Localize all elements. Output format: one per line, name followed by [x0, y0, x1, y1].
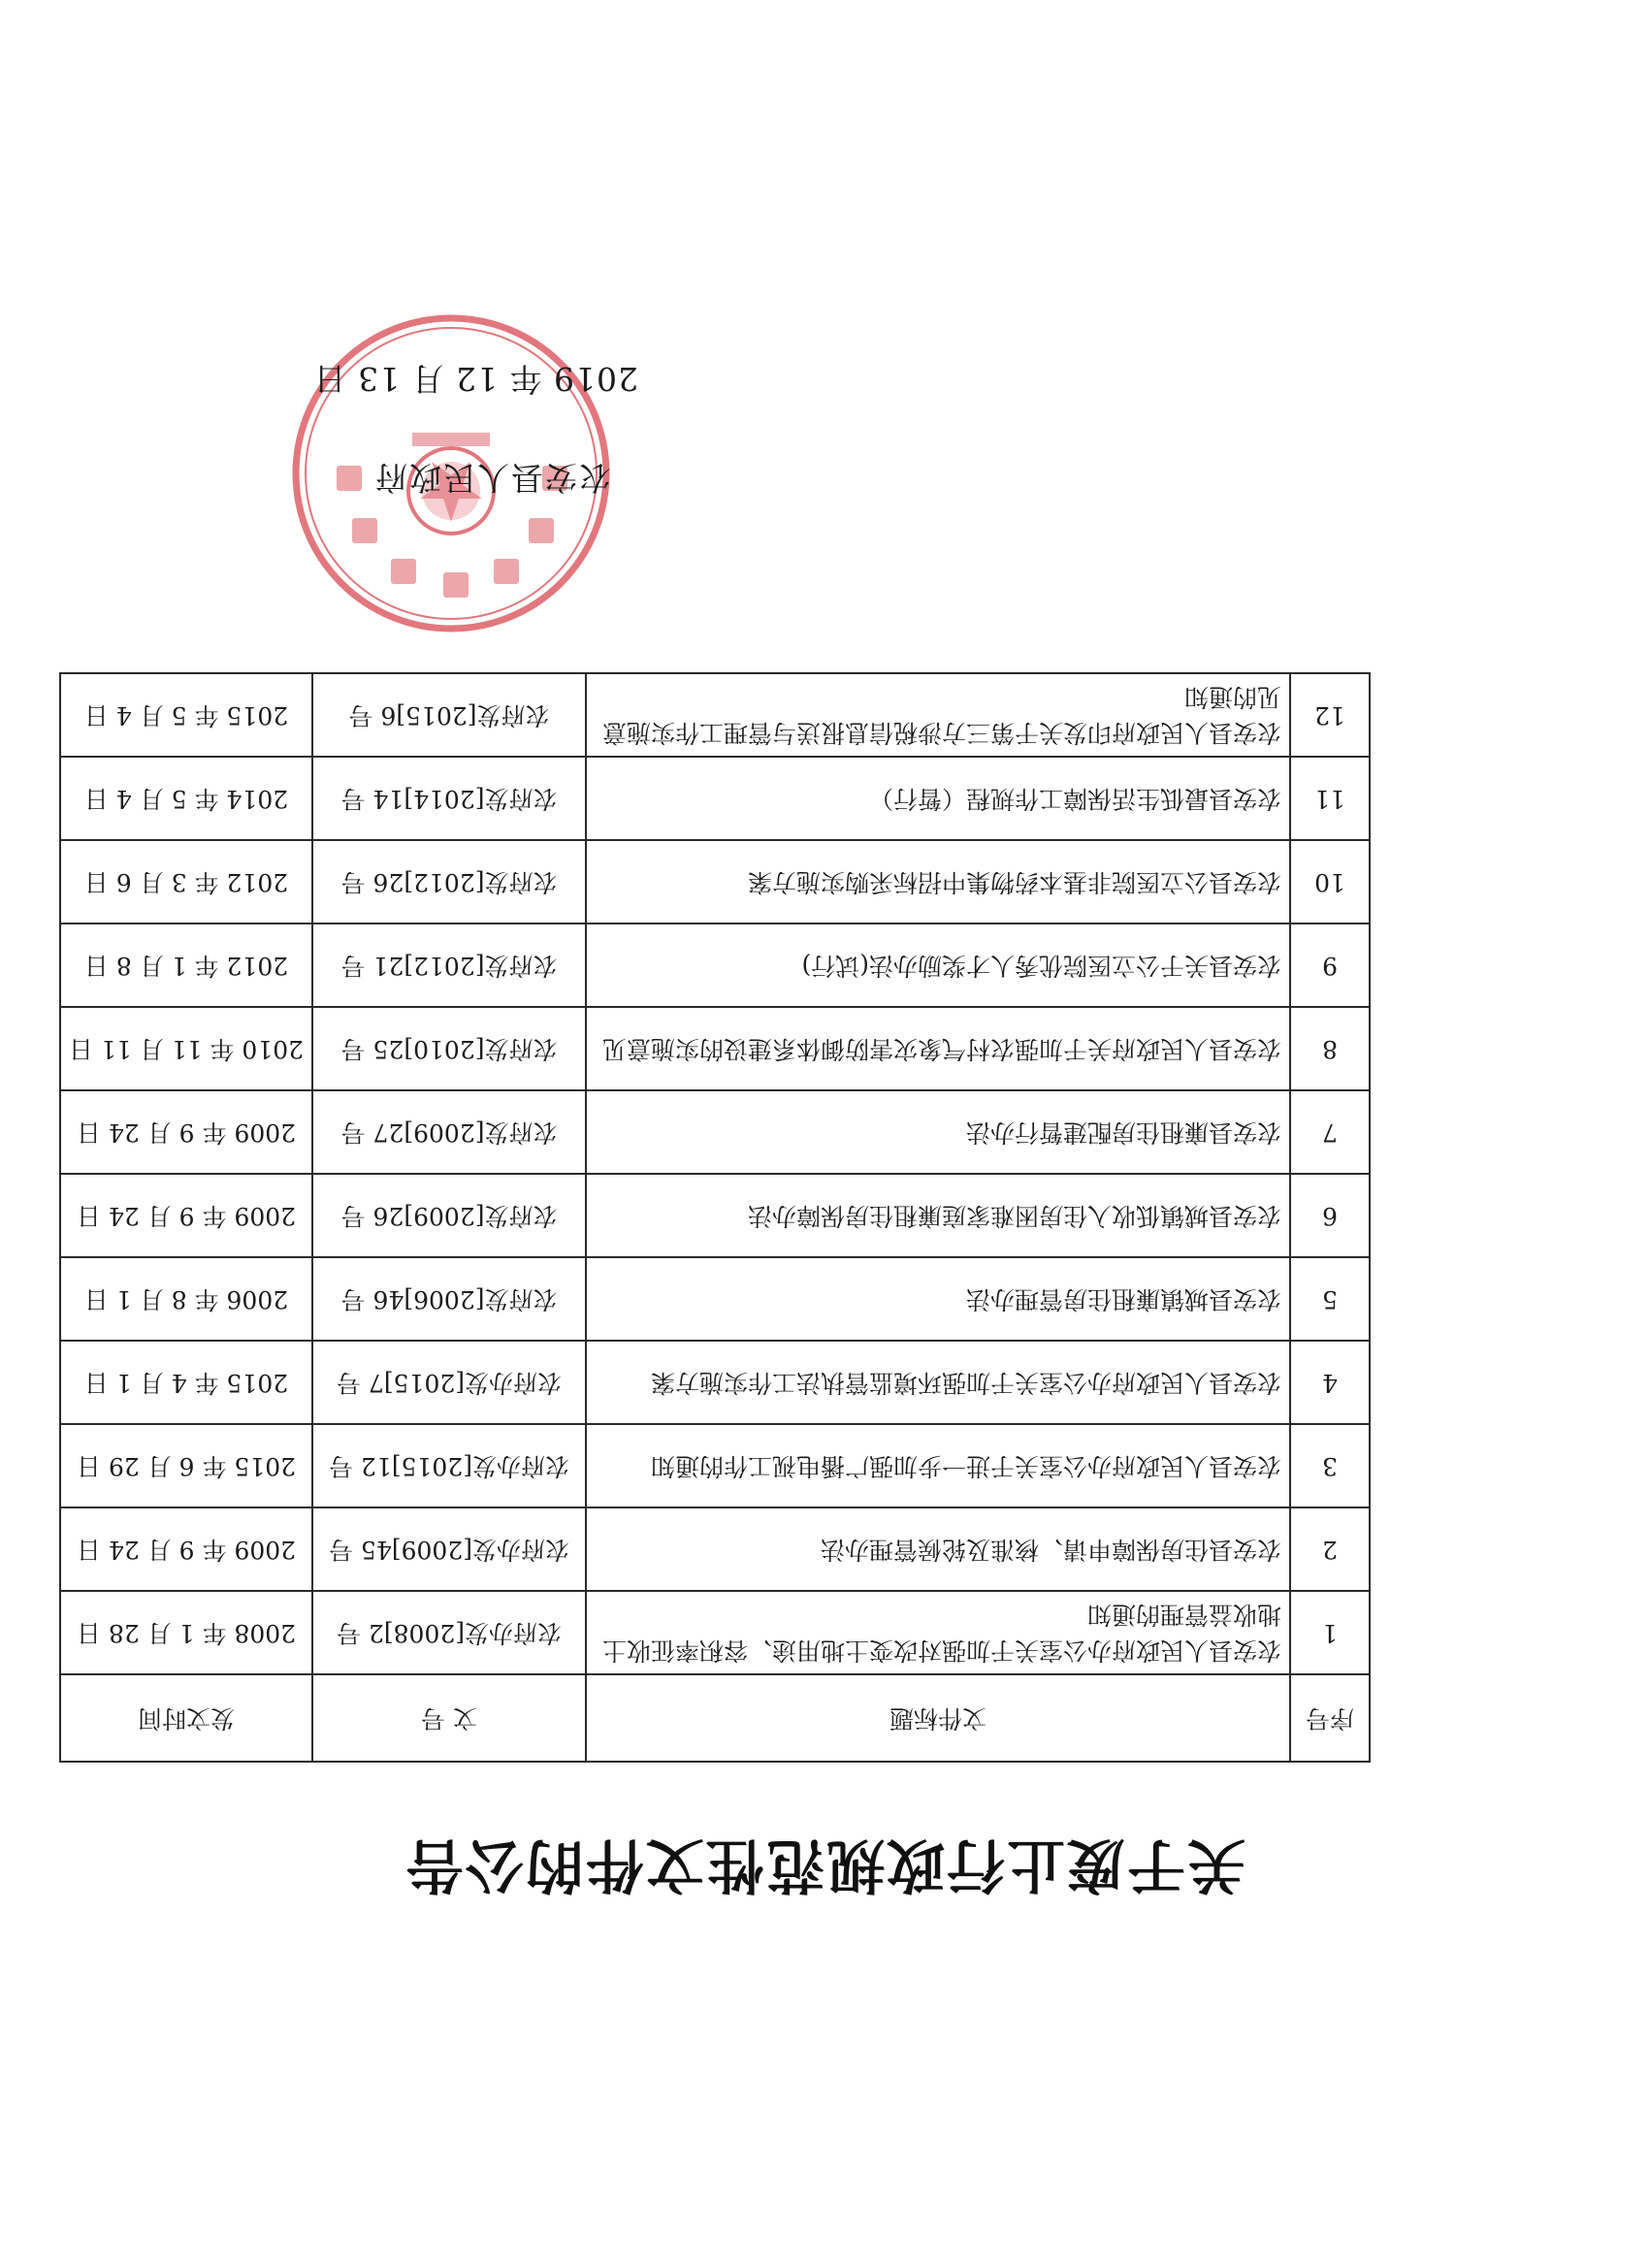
row-issue-date: 2010 年 11 月 11 日 — [60, 1007, 312, 1090]
table-row — [60, 1007, 1370, 1090]
row-document-title: 农安县人民政府办公室关于进一步加强广播电视工作的通知 — [586, 1424, 1290, 1507]
row-serial-number: 10 — [1290, 840, 1370, 923]
row-serial-number: 7 — [1290, 1090, 1370, 1174]
table-row — [60, 673, 1370, 757]
table-row — [60, 757, 1370, 840]
table-row — [60, 1090, 1370, 1174]
row-issue-date: 2009 年 9 月 24 日 — [60, 1174, 312, 1257]
row-document-title: 农安县廉租住房配建暂行办法 — [586, 1090, 1290, 1174]
document-title: 关于废止行政规范性文件的公告 — [404, 1831, 1245, 1898]
row-document-number: 农府发[2012]26 号 — [312, 840, 586, 923]
row-serial-number: 12 — [1290, 673, 1370, 757]
repealed-documents-table — [59, 672, 1371, 1763]
row-document-title: 农安县人民政府办公室关于加强环境监管执法工作实施方案 — [586, 1341, 1290, 1424]
row-issue-date: 2012 年 3 月 6 日 — [60, 840, 312, 923]
header-serial-number: 序号 — [1290, 1674, 1370, 1762]
row-serial-number: 8 — [1290, 1007, 1370, 1090]
table-row — [60, 923, 1370, 1007]
table-row — [60, 1174, 1370, 1257]
row-document-title: 农安县人民政府印发关于第三方涉税信息报送与管理工作实施意见的通知 — [586, 673, 1290, 757]
issue-date: 2019 年 12 月 13 日 — [312, 360, 638, 398]
row-issue-date: 2014 年 5 月 4 日 — [60, 757, 312, 840]
row-document-number: 农府发[2014]14 号 — [312, 757, 586, 840]
header-document-title: 文件标题 — [586, 1674, 1290, 1762]
row-document-number: 农府发[2010]25 号 — [312, 1007, 586, 1090]
row-document-number: 农府发[2006]46 号 — [312, 1257, 586, 1341]
row-document-title: 农安县人民政府关于加强农村气象灾害防御体系建设的实施意见 — [586, 1007, 1290, 1090]
row-document-number: 农府办发[2015]7 号 — [312, 1341, 586, 1424]
row-serial-number: 2 — [1290, 1507, 1370, 1591]
row-issue-date: 2009 年 9 月 24 日 — [60, 1090, 312, 1174]
table-row — [60, 1507, 1370, 1591]
row-document-title: 农安县关于公立医院优秀人才奖励办法(试行) — [586, 923, 1290, 1007]
issuer-name: 农安县人民政府 — [373, 459, 611, 497]
row-issue-date: 2015 年 5 月 4 日 — [60, 673, 312, 757]
row-document-title: 农安县公立医院非基本药物集中招标采购实施方案 — [586, 840, 1290, 923]
row-issue-date: 2012 年 1 月 8 日 — [60, 923, 312, 1007]
row-issue-date: 2009 年 9 月 24 日 — [60, 1507, 312, 1591]
row-serial-number: 9 — [1290, 923, 1370, 1007]
table-row — [60, 1424, 1370, 1507]
row-document-number: 农府办发[2015]12 号 — [312, 1424, 586, 1507]
row-serial-number: 1 — [1290, 1591, 1370, 1674]
table-row — [60, 1591, 1370, 1674]
row-serial-number: 3 — [1290, 1424, 1370, 1507]
row-issue-date: 2008 年 1 月 28 日 — [60, 1591, 312, 1674]
table-body — [60, 673, 1370, 1674]
row-document-number: 农府发[2012]21 号 — [312, 923, 586, 1007]
row-serial-number: 6 — [1290, 1174, 1370, 1257]
table-row — [60, 1341, 1370, 1424]
row-document-title: 农安县人民政府办公室关于加强对改变土地用途、容积率征收土地收益管理的通知 — [586, 1591, 1290, 1674]
row-serial-number: 5 — [1290, 1257, 1370, 1341]
row-document-number: 农府发[2009]27 号 — [312, 1090, 586, 1174]
row-document-number: 农府发[2009]26 号 — [312, 1174, 586, 1257]
header-issue-date: 发文时间 — [60, 1674, 312, 1762]
table-row — [60, 840, 1370, 923]
row-issue-date: 2015 年 6 月 29 日 — [60, 1424, 312, 1507]
row-serial-number: 11 — [1290, 757, 1370, 840]
row-document-title: 农安县住房保障申请、核准及轮候管理办法 — [586, 1507, 1290, 1591]
row-document-title: 农安县最低生活保障工作规程（暂行） — [586, 757, 1290, 840]
row-document-number: 农府办发[2008]2 号 — [312, 1591, 586, 1674]
row-document-number: 农府发[2015]6 号 — [312, 673, 586, 757]
table-row — [60, 1257, 1370, 1341]
row-serial-number: 4 — [1290, 1341, 1370, 1424]
row-issue-date: 2006 年 8 月 1 日 — [60, 1257, 312, 1341]
row-document-title: 农安县城镇廉租住房管理办法 — [586, 1257, 1290, 1341]
row-document-title: 农安县城镇低收入住房困难家庭廉租住房保障办法 — [586, 1174, 1290, 1257]
row-document-number: 农府办发[2009]45 号 — [312, 1507, 586, 1591]
header-document-number: 文 号 — [312, 1674, 586, 1762]
row-issue-date: 2015 年 4 月 1 日 — [60, 1341, 312, 1424]
table-header-row — [60, 1674, 1370, 1762]
